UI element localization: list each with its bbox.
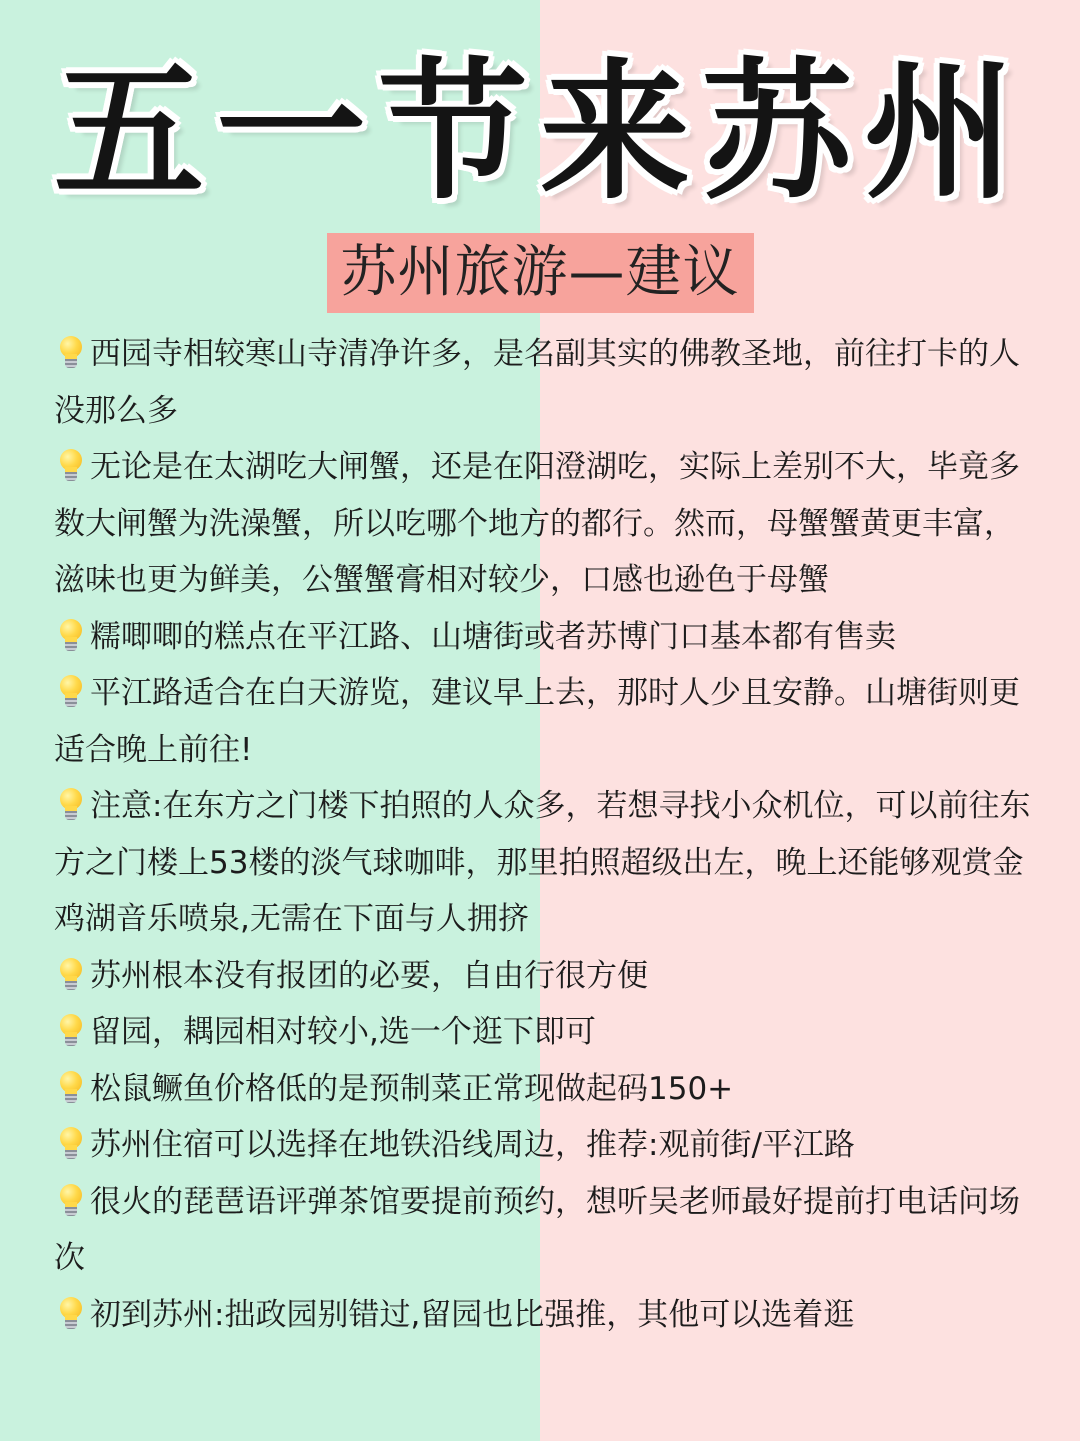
tip-text: 很火的琵琶语评弹茶馆要提前预约，想听吴老师最好提前打电话问场次 [54, 1183, 1020, 1276]
lightbulb-icon [60, 1071, 82, 1105]
lightbulb-icon [60, 675, 82, 709]
tip-text: 苏州根本没有报团的必要，自由行很方便 [90, 957, 648, 994]
lightbulb-icon [60, 336, 82, 370]
tip-text: 平江路适合在白天游览，建议早上去，那时人少且安静。山塘街则更适合晚上前往! [54, 675, 1020, 768]
tip-item [54, 778, 1034, 948]
lightbulb-icon [60, 1014, 82, 1048]
tip-text: 松鼠鳜鱼价格低的是预制菜正常现做起码150+ [90, 1070, 734, 1107]
page-title: 五一节来苏州 [53, 46, 1026, 220]
lightbulb-icon [60, 1127, 82, 1161]
subtitle-banner [0, 233, 1080, 313]
lightbulb-icon [60, 449, 82, 483]
tip-text: 西园寺相较寒山寺清净许多，是名副其实的佛教圣地，前往打卡的人没那么多 [54, 336, 1020, 429]
lightbulb-icon [60, 619, 82, 653]
tip-text: 无论是在太湖吃大闸蟹，还是在阳澄湖吃，实际上差别不大，毕竟多数大闸蟹为洗澡蟹，所以吃哪个地方的都行。然而，母蟹蟹黄更丰富，滋味也更为鲜美，公蟹蟹膏相对较少，口感也逊色于母蟹 [54, 449, 1020, 598]
tip-item [54, 439, 1034, 609]
lightbulb-icon [60, 1184, 82, 1218]
lightbulb-icon [60, 788, 82, 822]
tip-item [54, 948, 1034, 1005]
tip-item [54, 1174, 1034, 1287]
tip-text: 苏州住宿可以选择在地铁沿线周边，推荐:观前街/平江路 [90, 1127, 855, 1163]
lightbulb-icon [60, 958, 82, 992]
lightbulb-icon [60, 1297, 82, 1331]
tip-text: 注意:在东方之门楼下拍照的人众多，若想寻找小众机位，可以前往东方之门楼上53楼的淡气球咖啡，那里拍照超级出左，晚上还能够观赏金鸡湖音乐喷泉,无需在下面与人拥挤 [54, 788, 1031, 937]
tip-text: 初到苏州:拙政园别错过,留园也比强推，其他可以选着逛 [90, 1296, 855, 1333]
tip-item [54, 326, 1034, 439]
tips-list [54, 326, 1034, 1343]
tip-item [54, 665, 1034, 778]
tip-item [54, 1287, 1034, 1344]
tip-item [54, 1004, 1034, 1061]
tip-text: 糯唧唧的糕点在平江路、山塘街或者苏博门口基本都有售卖 [90, 618, 896, 655]
subtitle: 苏州旅游—建议 [327, 233, 754, 313]
tip-item [54, 1117, 1034, 1174]
tip-item [54, 609, 1034, 666]
tip-item [54, 1061, 1034, 1118]
tip-text: 留园，耦园相对较小,选一个逛下即可 [90, 1014, 596, 1050]
